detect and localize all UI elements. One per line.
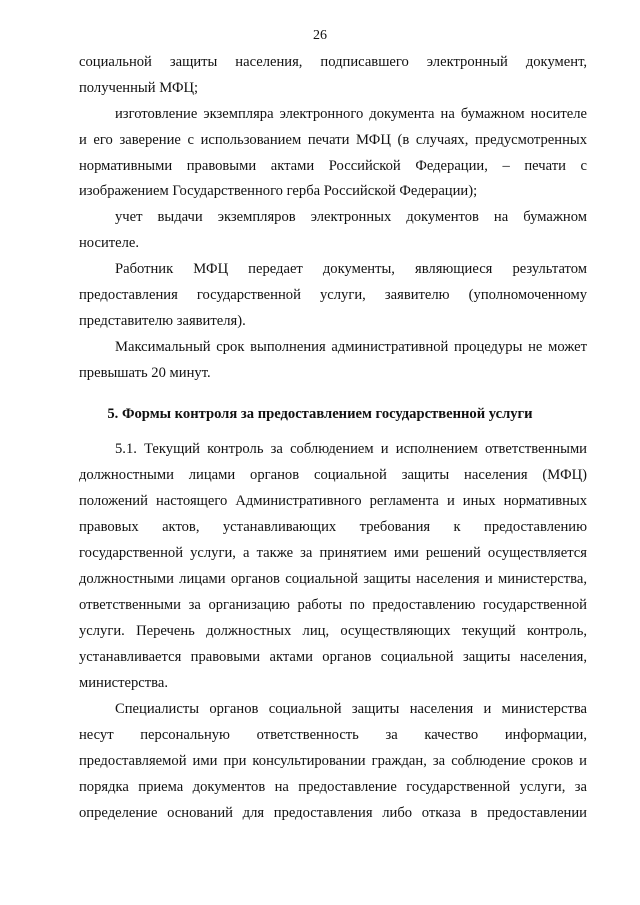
text-line: Работник МФЦ передает документы, являющиеся результатом [115,261,587,277]
text-line: услуги. Перечень должностных лиц, осуществляющих текущий контроль, [79,623,587,639]
text-line: порядка приема документов на предоставление государственной услуги, за [79,779,587,795]
text-line: Специалисты органов социальной защиты населения и министерства [115,701,587,717]
text-line: и его заверение с использованием печати МФЦ (в случаях, предусмотренных [79,132,587,148]
text-line: ответственными за организацию работы по предоставлению государственной [79,597,587,613]
text-line: должностными лицами органов социальной защиты населения (МФЦ) [79,467,587,483]
text-line: учет выдачи экземпляров электронных документов на бумажном [115,209,587,225]
text-line: 5.1. Текущий контроль за соблюдением и исполнением ответственными [115,441,587,457]
text-line: превышать 20 минут. [79,365,211,381]
section-heading: 5. Формы контроля за предоставлением государственной услуги [107,406,533,422]
text-line: носителе. [79,235,140,251]
text-line: изображением Государственного герба Российской Федерации); [79,183,478,199]
page-number: 26 [313,28,327,43]
text-line: устанавливается правовыми актами органов социальной защиты населения, [79,649,587,665]
text-line: определение оснований для предоставления либо отказа в предоставлении [79,805,587,821]
text-line: изготовление экземпляра электронного документа на бумажном носителе [115,106,587,122]
text-line: представителю заявителя). [79,313,246,329]
text-line: министерства. [79,675,168,691]
text-line: предоставляемой ими при консультировании граждан, за соблюдение сроков и [79,753,587,769]
text-line: предоставления государственной услуги, заявителю (уполномоченному [79,287,587,303]
text-line: государственной услуги, а также за принятием ими решений осуществляется [79,545,587,561]
text-line: полученный МФЦ; [79,80,199,96]
text-line: несут персональную ответственность за качество информации, [79,727,587,743]
text-line: положений настоящего Административного регламента и иных нормативных [79,493,587,509]
text-line: Максимальный срок выполнения административной процедуры не может [115,339,587,355]
text-line: правовых актов, устанавливающих требования к предоставлению [79,519,587,535]
text-line: должностными лицами органов социальной защиты населения и министерства, [79,571,587,587]
text-line: социальной защиты населения, подписавшего электронный документ, [79,54,587,70]
text-line: нормативными правовыми актами Российской Федерации, – печати с [79,158,587,174]
